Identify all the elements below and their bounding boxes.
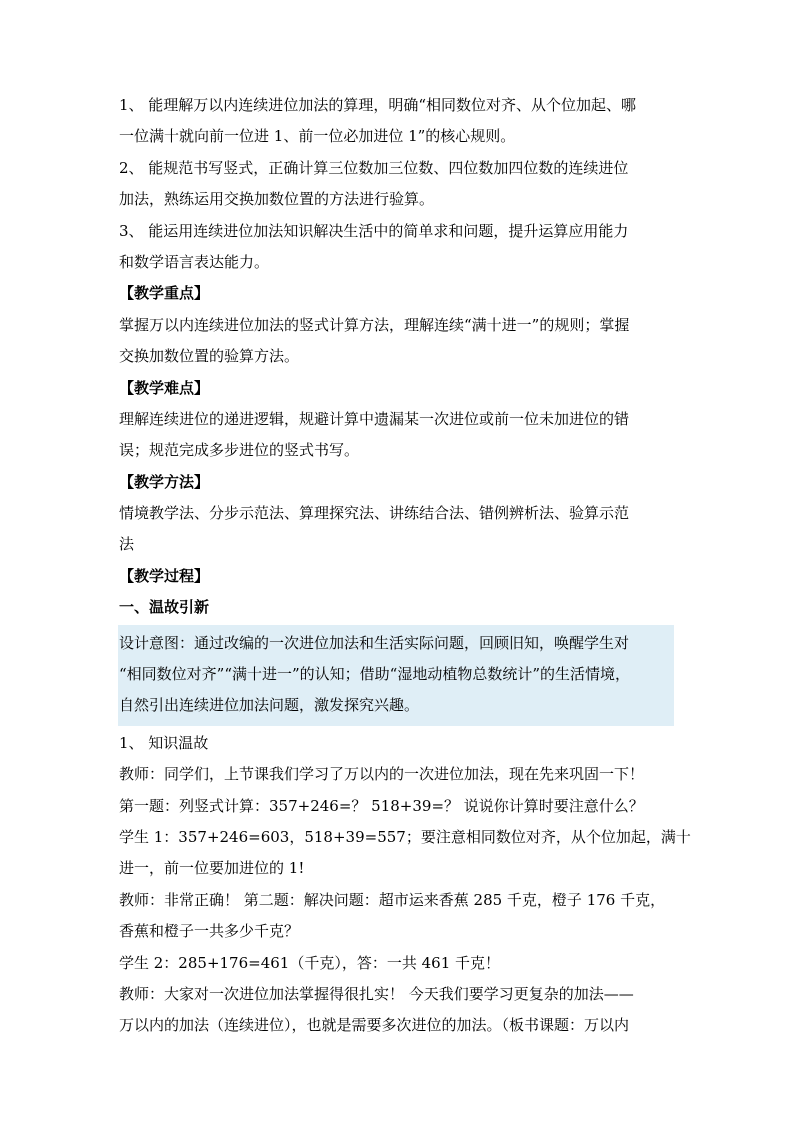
dialogue-line: 教师：非常正确！ 第二题：解决问题：超市运来香蕉 285 千克，橙子 176 千克，	[119, 890, 666, 909]
objectives-block	[119, 90, 679, 278]
process-section	[119, 561, 691, 1042]
dialogue-line: 万以内的加法（连续进位），也就是需要多次进位的加法。（板书课题：万以内	[119, 1016, 630, 1035]
difficulties-section	[119, 373, 679, 467]
difficulties-line: 误；规范完成多步进位的竖式书写。	[119, 441, 360, 460]
key-points-section	[119, 278, 679, 372]
document-page	[119, 90, 691, 1042]
process-heading: 【教学过程】	[119, 566, 210, 585]
objective-line: 一位满十就向前一位进 1、前一位必加进位 1”的核心规则。	[119, 127, 516, 146]
objective-line: 3、 能运用连续进位加法知识解决生活中的简单求和问题，提升运算应用能力	[119, 221, 629, 240]
objective-line: 2、 能规范书写竖式，正确计算三位数加三位数、四位数加四位数的连续进位	[119, 158, 629, 177]
dialogue-line: 学生 1：357+246=603，518+39=557；要注意相同数位对齐，从个位加起，满十	[119, 827, 691, 846]
key-points-line: 掌握万以内连续进位加法的竖式计算方法，理解连续“满十进一”的规则；掌握	[119, 315, 630, 334]
methods-section	[119, 467, 679, 561]
dialogue-line: 香蕉和橙子一共多少千克？	[119, 922, 300, 941]
objective-line: 1、 能理解万以内连续进位加法的算理，明确“相同数位对齐、从个位加起、哪	[119, 96, 636, 114]
section-title: 一、温故引新	[119, 598, 210, 617]
dialogue-line: 教师：大家对一次进位加法掌握得很扎实！ 今天我们要学习更复杂的加法——	[119, 984, 634, 1003]
subsection-title: 1、 知识温故	[119, 733, 209, 752]
difficulties-line: 理解连续进位的递进逻辑，规避计算中遗漏某一次进位或前一位未加进位的错	[119, 409, 630, 428]
dialogue-line: 教师：同学们，上节课我们学习了万以内的一次进位加法，现在先来巩固一下！	[119, 765, 645, 784]
key-points-line: 交换加数位置的验算方法。	[119, 347, 300, 366]
design-intent-box	[118, 625, 674, 726]
methods-line: 法	[119, 535, 135, 554]
design-intent-line: “相同数位对齐”“满十进一”的认知；借助“湿地动植物总数统计”的生活情境，	[119, 665, 631, 684]
design-intent-line: 自然引出连续进位加法问题，激发探究兴趣。	[119, 696, 420, 715]
difficulties-heading: 【教学难点】	[119, 378, 210, 397]
methods-heading: 【教学方法】	[119, 472, 210, 491]
key-points-heading: 【教学重点】	[119, 284, 210, 303]
design-intent-line: 设计意图：通过改编的一次进位加法和生活实际问题，回顾旧知，唤醒学生对	[119, 633, 630, 652]
dialogue-line: 进一，前一位要加进位的 1!	[119, 859, 305, 878]
methods-line: 情境教学法、分步示范法、算理探究法、讲练结合法、错例辨析法、验算示范	[119, 504, 630, 523]
dialogue-line: 第一题：列竖式计算：357+246=？ 518+39=？ 说说你计算时要注意什么？	[119, 796, 644, 815]
objective-line: 加法，熟练运用交换加数位置的方法进行验算。	[119, 190, 435, 209]
objective-line: 和数学语言表达能力。	[119, 252, 270, 271]
dialogue-line: 学生 2：285+176=461（千克），答：一共 461 千克！	[119, 953, 501, 972]
